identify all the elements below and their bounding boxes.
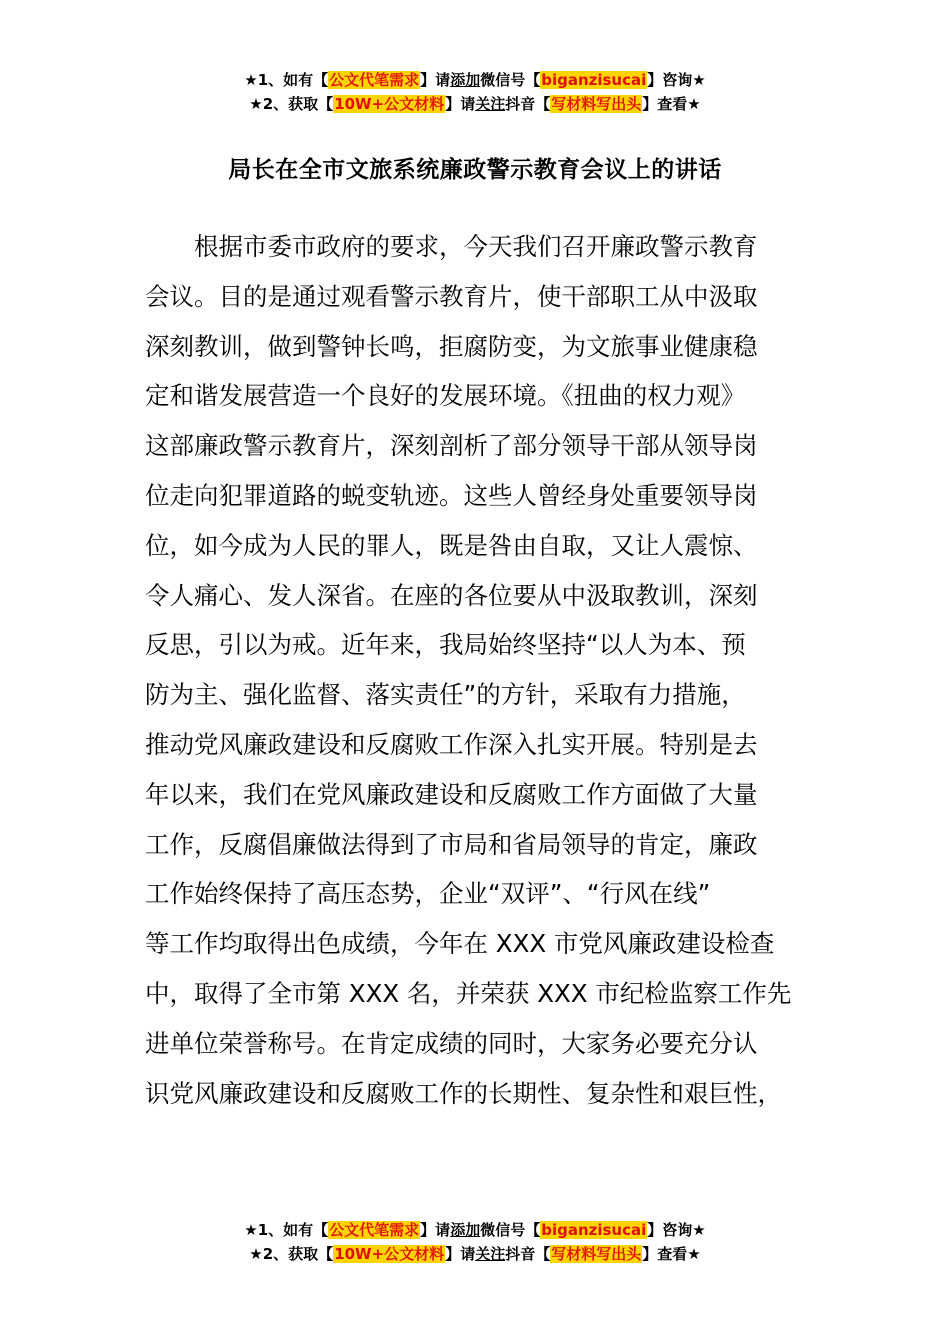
banner-highlight-wechat-id: biganzisucai <box>541 71 647 89</box>
banner-star-left: ★ <box>249 95 263 113</box>
banner-suffix: 】咨询★ <box>647 1221 706 1239</box>
body-line: 识党风廉政建设和反腐败工作的长期性、复杂性和艰巨性， <box>145 1078 782 1108</box>
banner-text: 微信号【 <box>480 71 541 89</box>
banner-text: 抖音【 <box>505 1245 551 1263</box>
banner-underlined-text: 关注 <box>475 95 506 113</box>
banner-text: 】请 <box>445 1245 476 1263</box>
body-line: 工作，反腐倡廉做法得到了市局和省局领导的肯定，廉政 <box>145 829 758 859</box>
banner-highlight-wechat-id: biganzisucai <box>541 1221 647 1239</box>
body-line: 进单位荣誉称号。在肯定成绩的同时，大家务必要充分认 <box>145 1028 758 1058</box>
banner-star-left: ★ <box>244 71 258 89</box>
body-line: 定和谐发展营造一个良好的发展环境。《扭曲的权力观》 <box>145 381 746 411</box>
footer-banner <box>0 1218 950 1266</box>
banner-star-left: ★ <box>244 1221 258 1239</box>
body-line: 令人痛心、发人深省。在座的各位要从中汲取教训，深刻 <box>145 580 758 610</box>
banner-suffix: 】查看★ <box>642 95 701 113</box>
body-line: 等工作均取得出色成绩，今年在 XXX 市党风廉政建设检查 <box>145 929 775 959</box>
banner-star-left: ★ <box>249 1245 263 1263</box>
body-line: 工作始终保持了高压态势，企业“双评”、“行风在线” <box>145 879 711 909</box>
banner-prefix: 1、如有【 <box>257 1221 329 1239</box>
banner-line-2 <box>0 1242 950 1266</box>
document-body <box>145 222 805 1118</box>
banner-prefix: 2、获取【 <box>262 1245 334 1263</box>
banner-text: 微信号【 <box>480 1221 541 1239</box>
body-line: 根据市委市政府的要求，今天我们召开廉政警示教育 <box>145 232 758 261</box>
header-banner <box>0 68 950 116</box>
banner-prefix: 1、如有【 <box>257 71 329 89</box>
body-line: 这部廉政警示教育片，深刻剖析了部分领导干部从领导岗 <box>145 431 758 461</box>
banner-highlight-douyin-account: 写材料写出头 <box>551 1245 642 1263</box>
body-line: 位走向犯罪道路的蜕变轨迹。这些人曾经身处重要领导岗 <box>145 480 758 510</box>
body-line: 防为主、强化监督、落实责任”的方针，采取有力措施， <box>145 680 746 710</box>
banner-highlight-materials: 10W+公文材料 <box>334 1245 445 1263</box>
body-line: 中，取得了全市第 XXX 名，并荣获 XXX 市纪检监察工作先 <box>145 978 792 1008</box>
banner-text: 】请 <box>420 1221 451 1239</box>
banner-line-1 <box>0 1218 950 1242</box>
banner-underlined-text: 添加 <box>450 71 481 89</box>
banner-text: 】请 <box>445 95 476 113</box>
banner-highlight-service: 公文代笔需求 <box>329 71 420 89</box>
banner-underlined-text: 添加 <box>450 1221 481 1239</box>
body-line: 位，如今成为人民的罪人，既是咎由自取，又让人震惊、 <box>145 530 758 560</box>
document-title: 局长在全市文旅系统廉政警示教育会议上的讲话 <box>228 157 722 183</box>
body-line: 深刻教训，做到警钟长鸣，拒腐防变，为文旅事业健康稳 <box>145 331 758 361</box>
body-line: 年以来，我们在党风廉政建设和反腐败工作方面做了大量 <box>145 779 758 809</box>
banner-line-1 <box>0 68 950 92</box>
banner-highlight-materials: 10W+公文材料 <box>334 95 445 113</box>
banner-highlight-service: 公文代笔需求 <box>329 1221 420 1239</box>
body-line: 反思，引以为戒。近年来，我局始终坚持“以人为本、预 <box>145 630 746 660</box>
body-line: 推动党风廉政建设和反腐败工作深入扎实开展。特别是去 <box>145 729 758 759</box>
banner-suffix: 】查看★ <box>642 1245 701 1263</box>
banner-prefix: 2、获取【 <box>262 95 334 113</box>
banner-line-2 <box>0 92 950 116</box>
banner-underlined-text: 关注 <box>475 1245 506 1263</box>
banner-text: 抖音【 <box>505 95 551 113</box>
body-line: 会议。目的是通过观看警示教育片，使干部职工从中汲取 <box>145 281 758 311</box>
banner-highlight-douyin-account: 写材料写出头 <box>551 95 642 113</box>
banner-text: 】请 <box>420 71 451 89</box>
banner-suffix: 】咨询★ <box>647 71 706 89</box>
